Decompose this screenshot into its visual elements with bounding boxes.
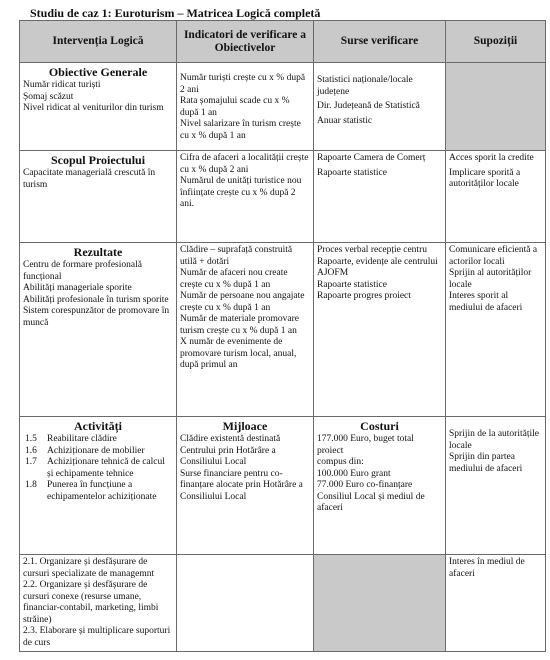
result-item: Abilități profesionale în turism sporite: [23, 294, 169, 305]
activities-cell: [20, 417, 177, 555]
activity-text: Achiziționare tehnică de calcul și echipamente tehnice: [47, 457, 165, 479]
activities2-cell: [20, 555, 177, 652]
activities2-costs: [314, 555, 446, 652]
results-sources: [314, 243, 446, 417]
header-assumptions: Supoziții: [446, 21, 546, 63]
activity-text: Achiziționare de mobilier: [47, 445, 145, 456]
indicator-item: Număr de materiale promovare turism crește cu x % după 1 an: [180, 314, 299, 336]
assumption-item: Sprijin al autorităților locale: [449, 268, 532, 290]
means-item: Surse financiare pentru co-finanțare alocate prin Hotărâre a Consiliului Local: [180, 468, 303, 502]
source-item: Rapoarte statistice: [317, 167, 387, 178]
activity-item: [23, 446, 173, 458]
assumption-item: Acces sporit la credite: [449, 153, 534, 163]
activity-item: [23, 457, 173, 480]
activities-row: [20, 417, 546, 555]
objectives-sources: [314, 63, 446, 151]
result-item: Centru de formare profesională funcțional: [23, 260, 142, 282]
header-logic: Intervenția Logică: [20, 21, 177, 63]
indicator-item: Număr turiști crește cu x % după 2 ani: [180, 73, 306, 95]
means-title: Mijloace: [222, 419, 268, 433]
activity-item: 2.1. Organizare și desfășurare de cursuri specializate de managemnt: [23, 557, 155, 579]
page-title: Studiu de caz 1: Euroturism – Matricea Logică completă: [30, 6, 321, 20]
activity-item: [23, 434, 173, 446]
cost-item: 77.000 Euro co-finanțare Consiliul Local și mediul de afaceri: [317, 480, 425, 513]
activity-item: 2.3. Elaborare și multiplicare suporturi de curs: [23, 626, 171, 648]
cost-item: 177.000 Euro, buget total proiect: [317, 434, 414, 456]
means-cell: [177, 417, 314, 555]
result-item: Sistem corespunzător de promovare în muncă: [23, 306, 170, 328]
objectives-indicators: [177, 63, 314, 151]
activity-number: 1.6: [25, 445, 37, 456]
source-item: AJOFM: [317, 268, 349, 278]
results-title: Rezultate: [73, 245, 123, 259]
header-row: [20, 21, 546, 63]
activity-text: Reabilitare clădire: [47, 434, 117, 444]
activity-text: Punerea în funcțiune a echipamentelor achiziționate: [47, 480, 157, 502]
objective-item: Număr ridicat turiști: [23, 80, 101, 90]
source-item: Rapoarte progres proiect: [317, 291, 411, 301]
result-item: Abilități manageriale sporite: [23, 283, 132, 293]
assumption-item: Sprijin din partea mediului de afaceri: [449, 452, 523, 474]
results-assumptions: [446, 243, 546, 417]
results-indicators: [177, 243, 314, 417]
cost-item: compus din:: [317, 457, 364, 467]
source-item: Statistici naționale/locale județene: [317, 75, 413, 97]
activity-number: 1.5: [25, 434, 37, 444]
means-item: Clădire existentă destinată Centrului prin Hotărâre a Consiliului Local: [180, 434, 281, 467]
costs-title: Costuri: [360, 419, 399, 433]
activity-number: 1.7: [25, 457, 37, 467]
header-indicators: Indicatori de verificare a Obiectivelor: [177, 21, 314, 63]
activities2-row: [20, 555, 546, 652]
objectives-row: [20, 63, 546, 151]
indicator-item: Nivel salarizare în turism crește cu x % după 1 an: [180, 119, 301, 141]
objectives-cell: [20, 63, 177, 151]
source-item: Proces verbal recepție centru: [317, 245, 427, 255]
source-item: Rapoarte Camera de Comerț: [317, 153, 426, 163]
objectives-assumptions: [446, 63, 546, 151]
purpose-assumptions: [446, 151, 546, 243]
assumption-item: Implicare sporită a autorităților locale: [449, 167, 521, 189]
activities-title: Activități: [74, 419, 122, 433]
costs-cell: [314, 417, 446, 555]
indicator-item: X număr de evenimente de promovare turism local, anual, după primul an: [180, 337, 297, 370]
results-cell: [20, 243, 177, 417]
objective-item: Nivel ridicat al veniturilor din turism: [23, 103, 164, 113]
source-item: Rapoarte, evidențe ale centrului: [317, 256, 438, 267]
purpose-cell: [20, 151, 177, 243]
activities2-assumptions: [446, 555, 546, 652]
activity-number: 1.8: [25, 480, 37, 490]
results-row: [20, 243, 546, 417]
header-sources: Surse verificare: [314, 21, 446, 63]
indicator-item: Număr de persoane nou angajate crește cu x % după 1 an: [180, 291, 305, 313]
logical-framework-table: [19, 20, 546, 652]
cost-item: 100.000 Euro grant: [317, 468, 391, 479]
indicator-item: Număr de afaceri nou create crește cu x % după 1 an: [180, 268, 288, 290]
indicator-item: Cifra de afaceri a localității crește cu x % după 2 ani: [180, 153, 309, 175]
purpose-sources: [314, 151, 446, 243]
activity-item: 2.2. Organizare și desfășurare de cursuri conexe (resurse umane, financiar-contabil, marketing, limbi străine): [23, 580, 159, 625]
activities2-means: [177, 555, 314, 652]
purpose-indicators: [177, 151, 314, 243]
indicator-item: Clădire – suprafață construită utilă + dotări: [180, 245, 293, 267]
purpose-title: Scopul Proiectului: [50, 153, 146, 167]
purpose-item: Capacitate managerială crescută în turism: [23, 168, 156, 190]
indicator-item: Rata șomajului scade cu x % după 1 an: [180, 96, 290, 118]
assumption-item: Sprijin de la autoritățile locale: [449, 429, 539, 451]
activity-item: [23, 480, 173, 503]
assumption-item: Comunicare eficientă a actorilor locali: [449, 245, 538, 267]
objectives-title: Obiective Generale: [48, 65, 148, 79]
indicator-item: Numărul de unități turistice nou înființate crește cu x % după 2 ani.: [180, 176, 302, 209]
assumption-item: Interes sporit al mediului de afaceri: [449, 291, 523, 313]
source-item: Dir. Județeană de Statistică: [317, 101, 420, 111]
assumption-item: Interes în mediul de afaceri: [449, 557, 525, 579]
activities-assumptions: [446, 417, 546, 555]
objective-item: Șomaj scăzut: [23, 91, 74, 102]
purpose-row: [20, 151, 546, 243]
source-item: Anuar statistic: [317, 115, 373, 126]
source-item: Rapoarte statistice: [317, 279, 387, 290]
